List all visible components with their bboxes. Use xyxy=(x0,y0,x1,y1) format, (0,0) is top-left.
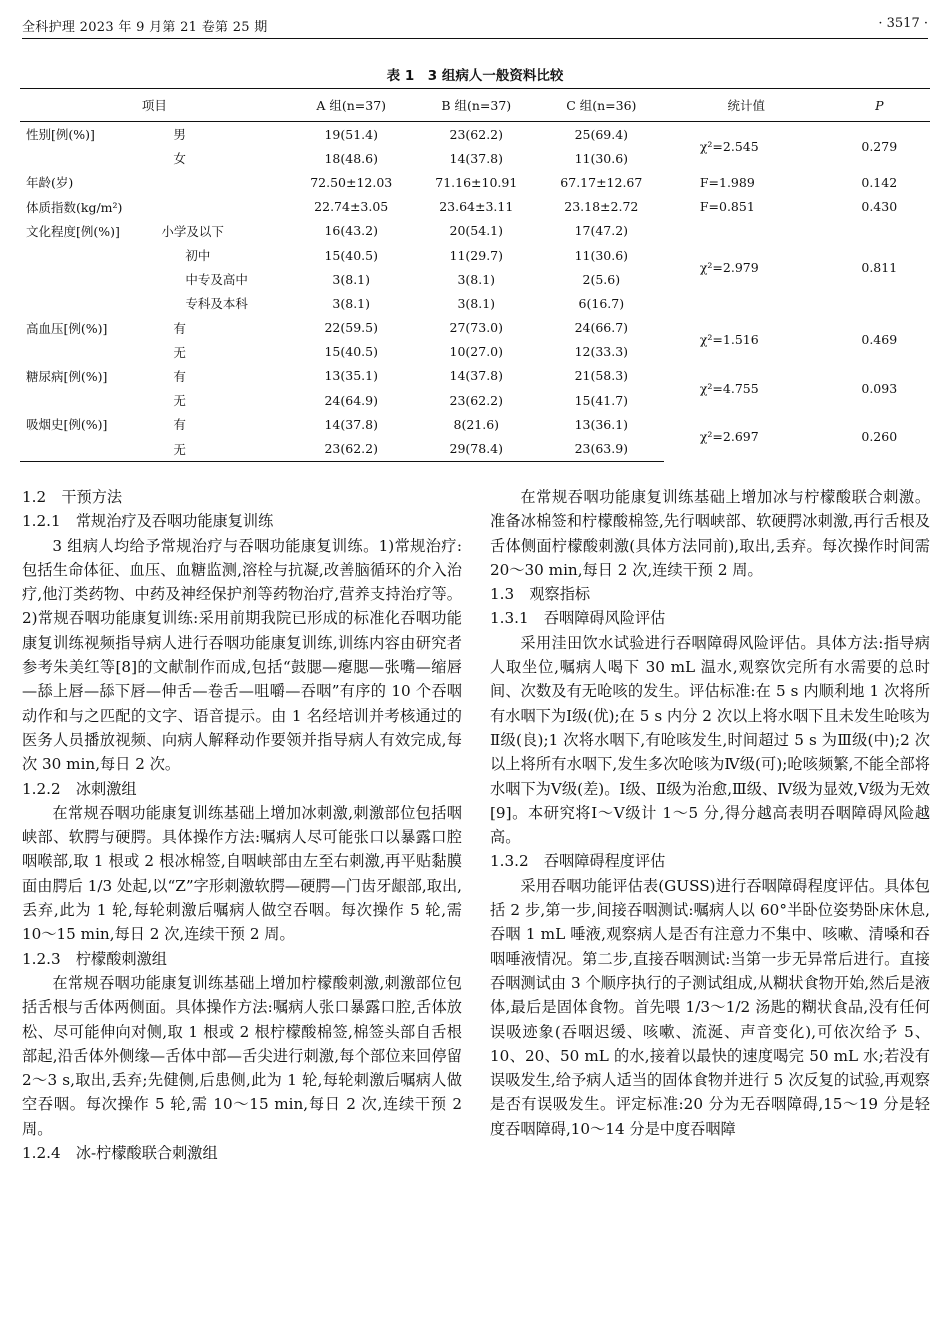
cell-b: 27(73.0) xyxy=(449,320,504,336)
cell-p: 0.469 xyxy=(861,332,898,348)
body-paragraph: 在常规吞咽功能康复训练基础上增加柠檬酸刺激,刺激部位包括舌根与舌体两侧面。具体操作方法:嘱病人张口暴露口腔,舌体放松、尽可能伸向对侧,取 1 根或 2 根柠檬酸棉签,棉签头部自舌根部起,沿舌体外侧缘—舌体中部—舌尖进行刺激,每个部位来回停留 2～3 s,取出,丢弃;先健侧,后患侧,此为 1 轮,每轮刺激后嘱病人做空吞咽。每次操作 5 轮,需 10～15 min,每日 2 次,连续干预 2 周。 xyxy=(22,973,462,1138)
cell-statistic: χ²=4.755 xyxy=(699,380,759,396)
cell-p: 0.811 xyxy=(861,259,898,275)
row-category: 吸烟史[例(%)] xyxy=(26,417,108,433)
cell-p: 0.279 xyxy=(861,138,898,154)
subsection-heading: 1.2.1 常规治疗及吞咽功能康复训练 xyxy=(22,512,274,531)
cell-statistic: F=1.989 xyxy=(699,174,755,190)
cell-b: 29(78.4) xyxy=(414,436,539,461)
body-paragraph: 采用洼田饮水试验进行吞咽障碍风险评估。具体方法:指导病人取坐位,嘱病人喝下 30 mL 温水,观察饮完所有水需要的总时间、次数及有无呛咳的发生。评估标准:在 5 s 内顺利地 1 次将所有水咽下为Ⅰ级(优);在 5 s 内分 2 次以上将水咽下且未发生呛咳为Ⅱ级(良);1 次将水咽下,有呛咳发生,时间超过 5 s 为Ⅲ级(中);2 次以上将所有水咽下,发生多次呛咳为Ⅳ级(可);呛咳频繁,不能全部将水咽下为Ⅴ级(差)。Ⅰ级、Ⅱ级为治愈,Ⅲ级、Ⅳ级为显效,Ⅴ级为无效[9]。本研究将Ⅰ～Ⅴ级计 1～5 分,得分越高表明吞咽障碍风险越高。 xyxy=(490,633,930,847)
cell-c: 17(47.2) xyxy=(574,223,629,239)
row-subcategory: 男 xyxy=(173,127,186,143)
body-paragraph: 3 组病人均给予常规治疗与吞咽功能康复训练。1)常规治疗:包括生命体征、血压、血糖监测,溶栓与抗凝,改善脑循环的介入治疗,他汀类药物、中药及神经保护剂等药物治疗,营养支持治疗等。2)常规吞咽功能康复训练:采用前期我院已形成的标准化吞咽功能康复训练视频指导病人进行吞咽功能康复训练,训练内容由研究者参考朱美红等[8]的文献制作而成,包括“鼓腮—瘪腮—张嘴—缩唇—舔上唇—舔下唇—伸舌—卷舌—咀嚼—吞咽”有序的 10 个吞咽动作和与之匹配的文字、语音提示。由 1 名经培训并考核通过的医务人员播放视频、向病人解释动作要领并指导病人有效完成,每次 30 min,每日 2 次。 xyxy=(22,536,462,774)
cell-c: 15(41.7) xyxy=(574,392,629,408)
cell-a: 16(43.2) xyxy=(324,223,378,239)
row-category xyxy=(20,267,151,291)
col-header-item: 项目 xyxy=(20,89,289,122)
table-row xyxy=(20,364,930,388)
subsection-heading: 1.2.3 柠檬酸刺激组 xyxy=(22,949,167,968)
cell-p: 0.260 xyxy=(861,429,898,445)
cell-a: 14(37.8) xyxy=(324,416,378,432)
row-subcategory: 专科及本科 xyxy=(185,296,248,312)
row-category: 年龄(岁) xyxy=(26,175,74,191)
cell-statistic: χ²=2.697 xyxy=(699,429,759,445)
row-subcategory: 女 xyxy=(173,151,186,167)
row-subcategory: 有 xyxy=(173,417,186,433)
table-row xyxy=(20,219,930,243)
row-category xyxy=(20,291,151,315)
cell-c: 2(5.6) xyxy=(582,271,621,287)
col-header-statistic: 统计值 xyxy=(664,89,829,122)
col-header-group-a: A 组(n=37) xyxy=(289,89,414,122)
table-row xyxy=(20,195,930,219)
running-header xyxy=(22,14,928,39)
cell-statistic: χ²=2.545 xyxy=(699,138,759,154)
cell-c: 25(69.4) xyxy=(574,126,629,142)
body-paragraph: 在常规吞咽功能康复训练基础上增加冰刺激,刺激部位包括咽峡部、软腭与硬腭。具体操作方法:嘱病人尽可能张口以暴露口腔咽喉部,取 1 根或 2 根冰棉签,自咽峡部由左至右刺激,再平贴黏膜面由腭后 1/3 处起,以“Z”字形刺激软腭—硬腭—门齿牙龈部,取出,丢弃,此为 1 轮,每轮刺激后嘱病人做空吞咽。每次操作 5 轮,需 10～15 min,每日 2 次,连续干预 2 周。 xyxy=(22,803,462,944)
table-row xyxy=(20,412,930,436)
cell-b: 71.16±10.91 xyxy=(435,174,518,190)
cell-p: 0.430 xyxy=(861,199,898,215)
cell-a: 72.50±12.03 xyxy=(310,174,393,190)
subsection-heading: 1.2.4 冰-柠檬酸联合刺激组 xyxy=(22,1144,218,1163)
subsection-heading: 1.3.1 吞咽障碍风险评估 xyxy=(490,609,666,628)
row-category: 性别[例(%)] xyxy=(26,127,95,143)
table-title: 表 1 3 组病人一般资料比较 xyxy=(386,68,564,84)
row-category xyxy=(20,436,151,461)
cell-a: 19(51.4) xyxy=(324,126,378,142)
section-heading: 1.2 干预方法 xyxy=(22,488,123,506)
cell-a: 22(59.5) xyxy=(324,320,378,336)
cell-a: 3(8.1) xyxy=(332,271,371,287)
row-category: 高血压[例(%)] xyxy=(26,320,108,336)
page-number: · 3517 · xyxy=(878,16,928,31)
row-category xyxy=(20,340,151,364)
cell-a: 13(35.1) xyxy=(324,368,378,384)
left-text-column xyxy=(22,485,462,1165)
table-row xyxy=(20,170,930,194)
row-subcategory: 无 xyxy=(173,344,186,360)
cell-statistic: F=0.851 xyxy=(699,199,755,215)
cell-c: 24(66.7) xyxy=(574,320,629,336)
col-header-p: P xyxy=(829,89,930,122)
row-subcategory xyxy=(151,170,288,194)
row-subcategory: 初中 xyxy=(185,248,211,264)
subsection-heading: 1.2.2 冰刺激组 xyxy=(22,779,137,798)
body-paragraph: 采用吞咽功能评估表(GUSS)进行吞咽障碍程度评估。具体包括 2 步,第一步,间接吞咽测试:嘱病人以 60°半卧位姿势卧床休息,吞咽 1 mL 唾液,观察病人是否有注意力不集中、咳嗽、清嗓和吞咽唾液情况。第二步,直接吞咽测试:当第一步无异常后进行。直接吞咽测试由 3 个顺序执行的子测试组成,从糊状食物开始,然后是液体,最后是固体食物。首先喂 1/3～1/2 汤匙的糊状食品,没有任何误吸迹象(吞咽迟缓、咳嗽、流涎、声音变化),可依次给予 5、10、20、50 mL 的水,接着以最快的速度喝完 50 mL 水;若没有误吸发生,给予病人适当的固体食物并进行 5 次反复的试验,再观察是否有误吸发生。评定标准:20 分为无吞咽障碍,15～19 分是轻度吞咽障碍,10～14 分是中度吞咽障 xyxy=(490,876,930,1138)
cell-b: 14(37.8) xyxy=(449,368,504,384)
journal-info: 全科护理 2023 年 9 月第 21 卷第 25 期 xyxy=(22,20,268,35)
cell-b: 20(54.1) xyxy=(449,223,504,239)
row-subcategory: 无 xyxy=(151,436,288,461)
table-header-row xyxy=(20,89,930,122)
cell-b: 3(8.1) xyxy=(457,295,496,311)
row-subcategory: 小学及以下 xyxy=(161,223,224,239)
cell-b: 14(37.8) xyxy=(449,150,504,166)
cell-c: 23(63.9) xyxy=(539,436,664,461)
row-subcategory: 有 xyxy=(173,368,186,384)
subsection-heading: 1.3.2 吞咽障碍程度评估 xyxy=(490,852,666,871)
row-subcategory xyxy=(151,195,288,219)
cell-p: 0.093 xyxy=(861,380,898,396)
row-subcategory: 中专及高中 xyxy=(185,272,248,288)
cell-c: 11(30.6) xyxy=(574,150,629,166)
cell-b: 8(21.6) xyxy=(453,416,500,432)
cell-a: 3(8.1) xyxy=(332,295,371,311)
cell-c: 13(36.1) xyxy=(574,416,629,432)
cell-a: 23(62.2) xyxy=(289,436,414,461)
cell-c: 6(16.7) xyxy=(578,295,625,311)
row-category: 体质指数(kg/m²) xyxy=(26,199,123,215)
table-row xyxy=(20,316,930,340)
col-header-group-b: B 组(n=37) xyxy=(414,89,539,122)
cell-c: 11(30.6) xyxy=(574,247,629,263)
cell-statistic: χ²=2.979 xyxy=(699,259,759,275)
row-subcategory: 有 xyxy=(173,320,186,336)
row-category xyxy=(20,146,151,170)
cell-c: 67.17±12.67 xyxy=(560,174,643,190)
cell-a: 18(48.6) xyxy=(324,150,378,166)
cell-a: 24(64.9) xyxy=(324,392,378,408)
cell-b: 23(62.2) xyxy=(449,126,504,142)
cell-c: 12(33.3) xyxy=(574,344,629,360)
cell-a: 22.74±3.05 xyxy=(314,199,389,215)
cell-a: 15(40.5) xyxy=(324,344,378,360)
col-header-group-c: C 组(n=36) xyxy=(539,89,664,122)
cell-p: 0.142 xyxy=(861,174,898,190)
cell-c: 23.18±2.72 xyxy=(564,199,639,215)
cell-c: 21(58.3) xyxy=(574,368,629,384)
section-heading: 1.3 观察指标 xyxy=(490,585,591,604)
baseline-table xyxy=(20,88,930,462)
cell-statistic: χ²=1.516 xyxy=(699,332,759,348)
cell-b: 3(8.1) xyxy=(457,271,496,287)
row-category xyxy=(20,388,151,412)
row-category xyxy=(20,243,151,267)
table-row xyxy=(20,122,930,147)
cell-a: 15(40.5) xyxy=(324,247,378,263)
cell-b: 23(62.2) xyxy=(449,392,504,408)
cell-b: 11(29.7) xyxy=(449,247,504,263)
row-category: 糖尿病[例(%)] xyxy=(26,368,108,384)
cell-b: 23.64±3.11 xyxy=(439,199,514,215)
body-paragraph: 在常规吞咽功能康复训练基础上增加冰与柠檬酸联合刺激。准备冰棉签和柠檬酸棉签,先行咽峡部、软硬腭冰刺激,再行舌根及舌体侧面柠檬酸刺激(具体方法同前),取出,丢弃。每次操作时间需 20～30 min,每日 2 次,连续干预 2 周。 xyxy=(490,488,930,579)
cell-b: 10(27.0) xyxy=(449,344,504,360)
right-text-column xyxy=(490,485,930,1141)
row-category: 文化程度[例(%)] xyxy=(26,223,120,239)
row-subcategory: 无 xyxy=(173,393,186,409)
